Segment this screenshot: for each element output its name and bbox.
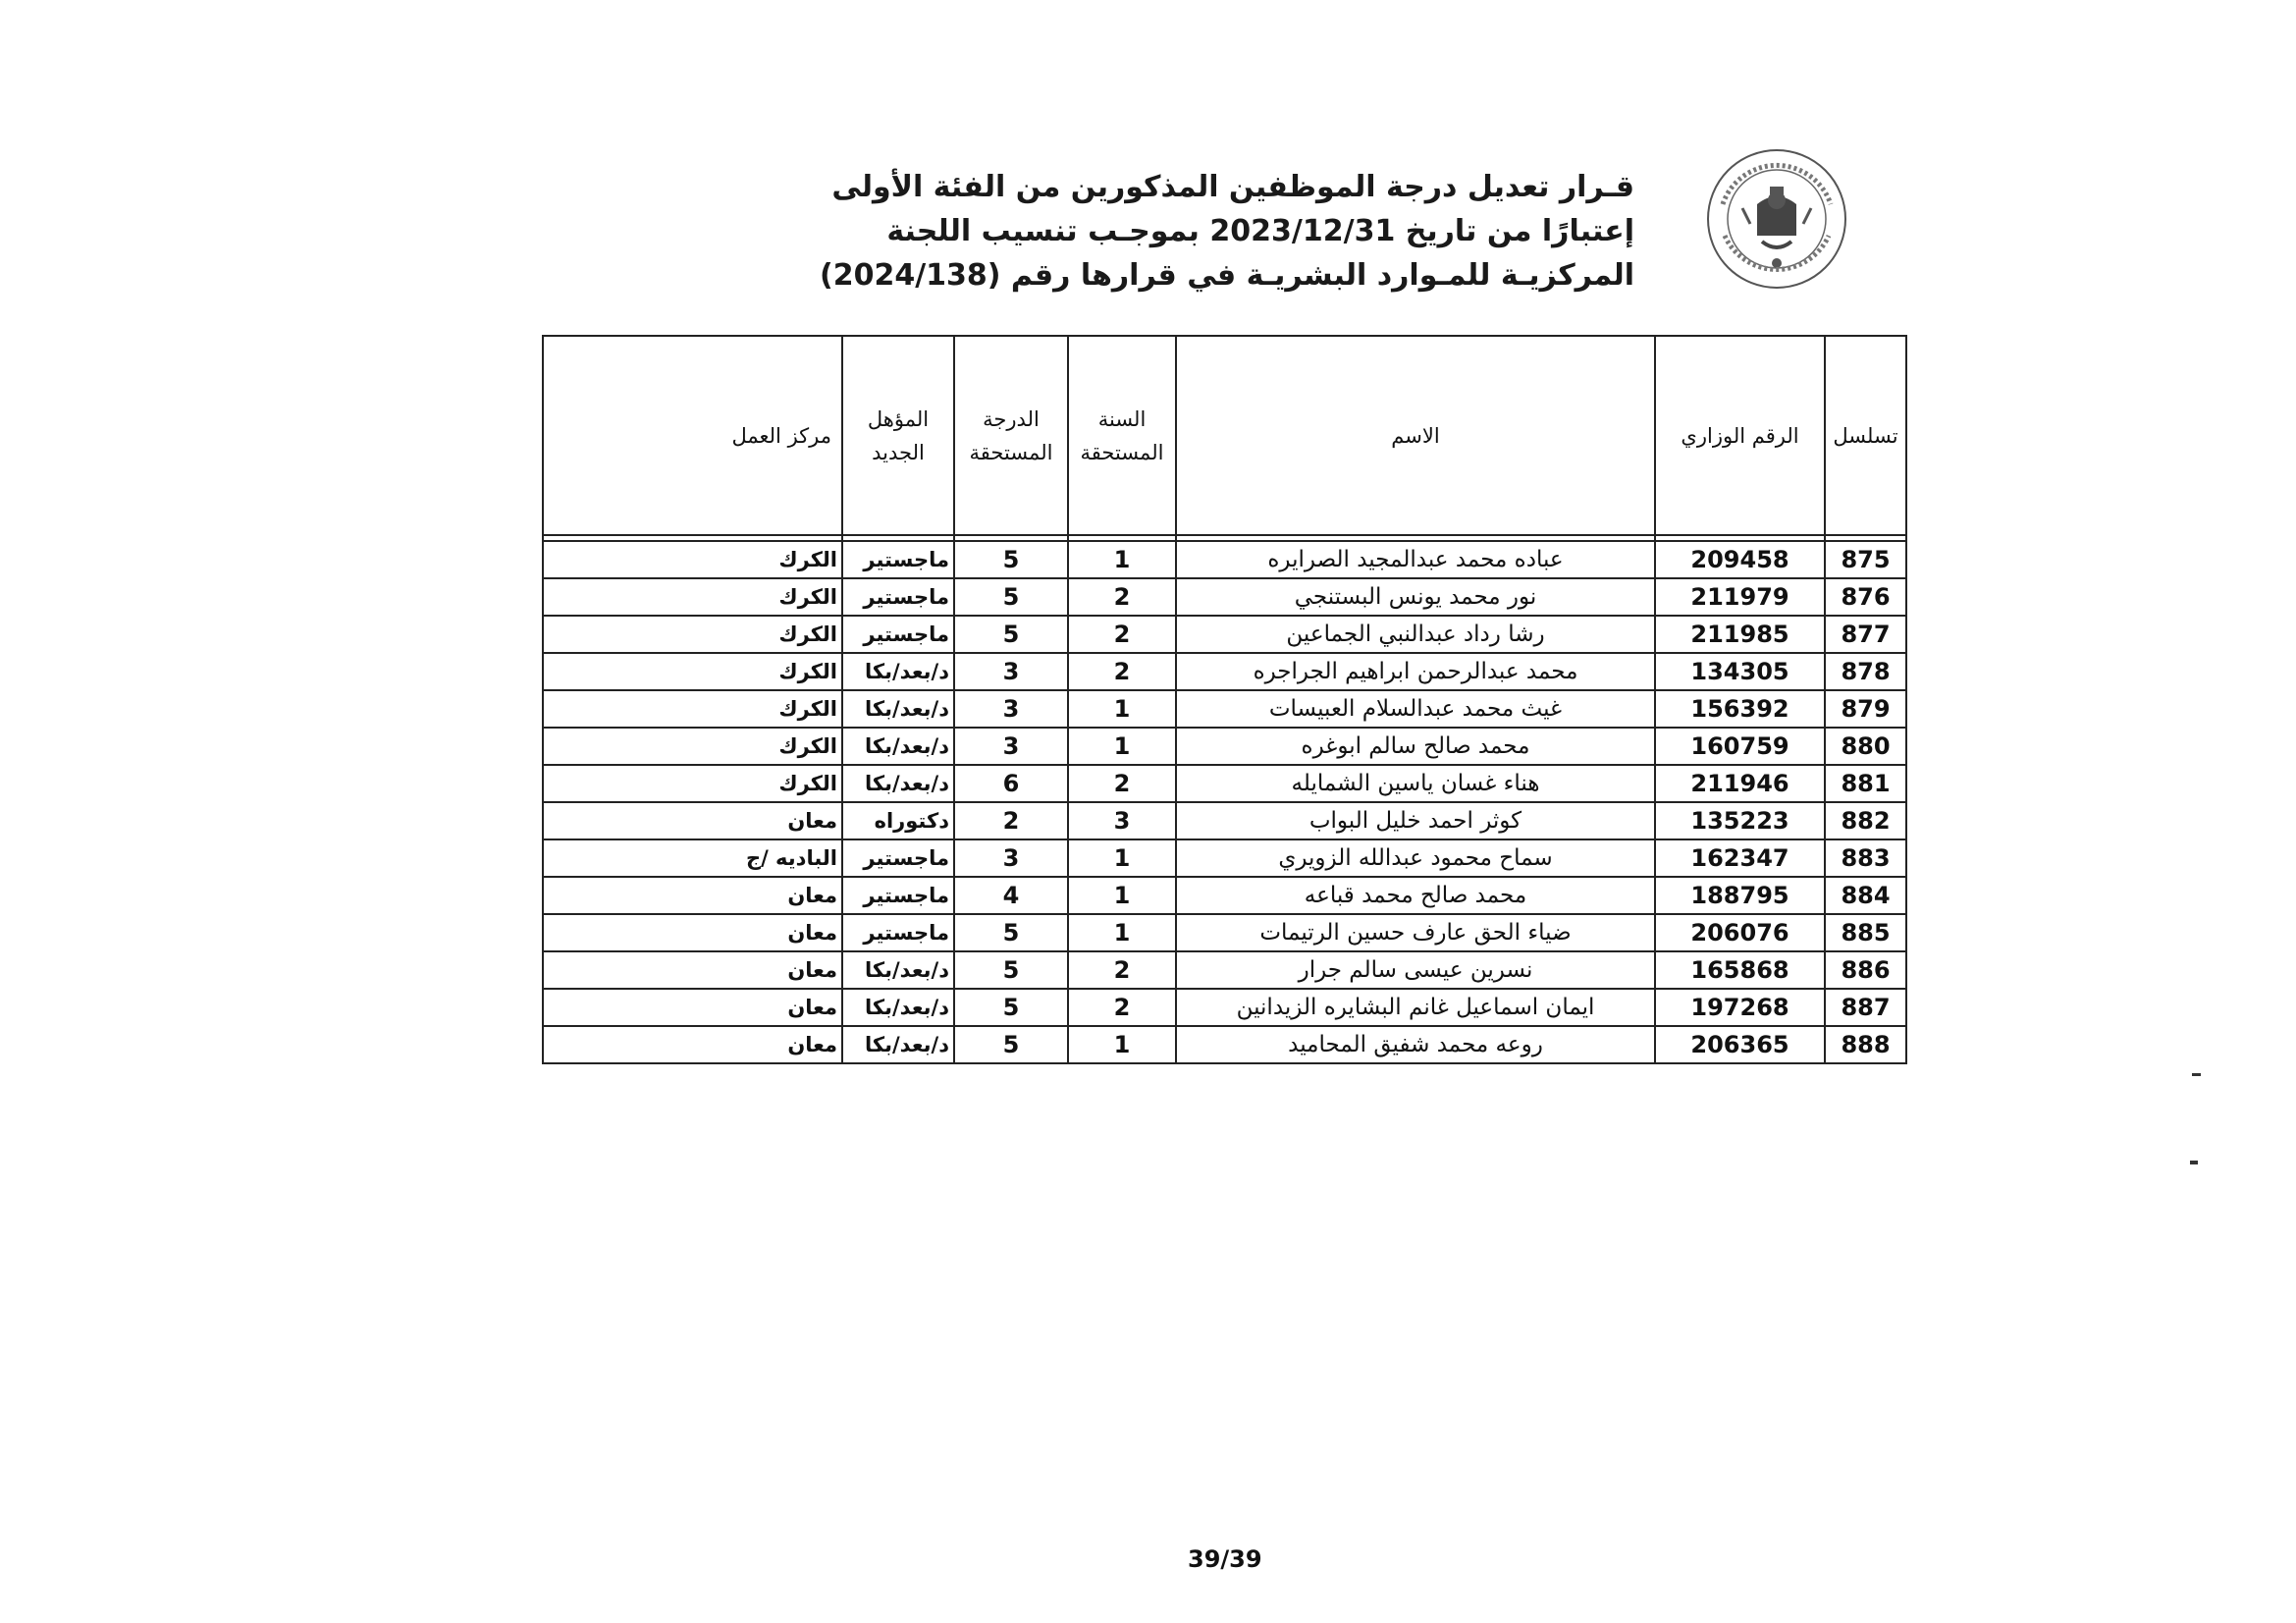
cell-serial: 875	[1825, 541, 1906, 578]
table-row	[543, 765, 1906, 802]
cell-ministry-number: 156392	[1655, 690, 1825, 728]
table-row	[543, 914, 1906, 951]
cell-ministry-number: 162347	[1655, 839, 1825, 877]
cell-work-center: معان	[543, 914, 842, 951]
cell-work-center: الكرك	[543, 690, 842, 728]
cell-qualification: د/بعد/بكا	[842, 653, 954, 690]
cell-year: 1	[1068, 877, 1176, 914]
header-work-center: مركز العمل	[543, 336, 842, 535]
header-ministry-number: الرقم الوزاري	[1655, 336, 1825, 535]
cell-qualification: د/بعد/بكا	[842, 690, 954, 728]
cell-serial: 884	[1825, 877, 1906, 914]
cell-grade: 5	[954, 914, 1068, 951]
cell-ministry-number: 134305	[1655, 653, 1825, 690]
cell-grade: 3	[954, 653, 1068, 690]
cell-ministry-number: 188795	[1655, 877, 1825, 914]
cell-grade: 5	[954, 578, 1068, 616]
cell-name: روعه محمد شفيق المحاميد	[1176, 1026, 1655, 1063]
table-row	[543, 728, 1906, 765]
cell-ministry-number: 165868	[1655, 951, 1825, 989]
cell-qualification: د/بعد/بكا	[842, 1026, 954, 1063]
cell-serial: 879	[1825, 690, 1906, 728]
cell-year: 2	[1068, 765, 1176, 802]
cell-ministry-number: 135223	[1655, 802, 1825, 839]
employees-table	[542, 335, 1907, 1064]
header-qualification	[842, 336, 954, 535]
title-line-1: قـرار تعديل درجة الموظفين المذكورين من الفئة الأولى	[831, 170, 1634, 204]
ministry-seal-logo	[1703, 145, 1850, 293]
title-line-2: إعتبارًا من تاريخ 2023/12/31 بموجـب تنسيب اللجنة	[886, 214, 1634, 248]
cell-serial: 882	[1825, 802, 1906, 839]
cell-work-center: الكرك	[543, 541, 842, 578]
table-row	[543, 690, 1906, 728]
cell-work-center: الباديه /ج	[543, 839, 842, 877]
cell-year: 1	[1068, 839, 1176, 877]
cell-ministry-number: 160759	[1655, 728, 1825, 765]
cell-grade: 5	[954, 989, 1068, 1026]
cell-year: 1	[1068, 914, 1176, 951]
cell-year: 1	[1068, 690, 1176, 728]
cell-ministry-number: 211985	[1655, 616, 1825, 653]
cell-qualification: د/بعد/بكا	[842, 951, 954, 989]
cell-work-center: معان	[543, 989, 842, 1026]
cell-year: 2	[1068, 616, 1176, 653]
table-row	[543, 839, 1906, 877]
cell-work-center: معان	[543, 951, 842, 989]
decision-title	[819, 165, 1634, 298]
cell-ministry-number: 206076	[1655, 914, 1825, 951]
cell-serial: 883	[1825, 839, 1906, 877]
header-serial: تسلسل	[1825, 336, 1906, 535]
cell-qualification: ماجستير	[842, 616, 954, 653]
cell-name: عباده محمد عبدالمجيد الصرايره	[1176, 541, 1655, 578]
cell-serial: 876	[1825, 578, 1906, 616]
scan-mark	[2192, 1073, 2201, 1076]
cell-grade: 3	[954, 839, 1068, 877]
cell-name: نور محمد يونس البستنجي	[1176, 578, 1655, 616]
cell-grade: 3	[954, 690, 1068, 728]
table-row	[543, 1026, 1906, 1063]
cell-grade: 3	[954, 728, 1068, 765]
cell-serial: 886	[1825, 951, 1906, 989]
cell-ministry-number: 211946	[1655, 765, 1825, 802]
cell-serial: 880	[1825, 728, 1906, 765]
cell-name: سماح محمود عبدالله الزويري	[1176, 839, 1655, 877]
cell-year: 1	[1068, 541, 1176, 578]
cell-grade: 2	[954, 802, 1068, 839]
cell-work-center: الكرك	[543, 616, 842, 653]
cell-qualification: ماجستير	[842, 914, 954, 951]
cell-qualification: ماجستير	[842, 578, 954, 616]
cell-grade: 5	[954, 1026, 1068, 1063]
cell-work-center: الكرك	[543, 728, 842, 765]
header-year	[1068, 336, 1176, 535]
header-qualification-line2: الجديد	[872, 440, 925, 464]
cell-grade: 5	[954, 951, 1068, 989]
page-number: 39/39	[1188, 1545, 1262, 1573]
scan-mark	[2190, 1161, 2198, 1164]
cell-ministry-number: 211979	[1655, 578, 1825, 616]
table-row	[543, 616, 1906, 653]
cell-year: 1	[1068, 1026, 1176, 1063]
cell-year: 1	[1068, 728, 1176, 765]
cell-name: محمد صالح سالم ابوغره	[1176, 728, 1655, 765]
cell-qualification: د/بعد/بكا	[842, 989, 954, 1026]
cell-year: 2	[1068, 653, 1176, 690]
cell-ministry-number: 197268	[1655, 989, 1825, 1026]
cell-qualification: ماجستير	[842, 877, 954, 914]
cell-name: ضياء الحق عارف حسين الرتيمات	[1176, 914, 1655, 951]
cell-serial: 878	[1825, 653, 1906, 690]
cell-ministry-number: 206365	[1655, 1026, 1825, 1063]
cell-work-center: معان	[543, 1026, 842, 1063]
cell-qualification: د/بعد/بكا	[842, 728, 954, 765]
cell-qualification: د/بعد/بكا	[842, 765, 954, 802]
cell-serial: 885	[1825, 914, 1906, 951]
cell-work-center: معان	[543, 802, 842, 839]
cell-year: 2	[1068, 989, 1176, 1026]
table-row	[543, 951, 1906, 989]
table-row	[543, 877, 1906, 914]
cell-name: نسرين عيسى سالم جرار	[1176, 951, 1655, 989]
header-grade-line1: الدرجة	[983, 406, 1040, 431]
cell-work-center: معان	[543, 877, 842, 914]
table-body	[543, 535, 1906, 1063]
cell-grade: 4	[954, 877, 1068, 914]
cell-work-center: الكرك	[543, 653, 842, 690]
table-row	[543, 989, 1906, 1026]
cell-work-center: الكرك	[543, 765, 842, 802]
header-grade-line2: المستحقة	[969, 440, 1053, 464]
cell-ministry-number: 209458	[1655, 541, 1825, 578]
cell-year: 2	[1068, 951, 1176, 989]
cell-grade: 5	[954, 616, 1068, 653]
cell-name: ايمان اسماعيل غانم البشايره الزيدانين	[1176, 989, 1655, 1026]
cell-serial: 877	[1825, 616, 1906, 653]
cell-name: محمد عبدالرحمن ابراهيم الجراجره	[1176, 653, 1655, 690]
cell-work-center: الكرك	[543, 578, 842, 616]
cell-qualification: دكتوراه	[842, 802, 954, 839]
cell-name: محمد صالح محمد قباعه	[1176, 877, 1655, 914]
cell-serial: 888	[1825, 1026, 1906, 1063]
cell-name: هناء غسان ياسين الشمايله	[1176, 765, 1655, 802]
header-qualification-line1: المؤهل	[867, 406, 930, 431]
header-year-line1: السنة	[1097, 406, 1147, 431]
table-row	[543, 802, 1906, 839]
cell-year: 2	[1068, 578, 1176, 616]
header-year-line2: المستحقة	[1080, 440, 1164, 464]
table-header-row	[543, 336, 1906, 535]
table-row	[543, 578, 1906, 616]
cell-name: كوثر احمد خليل البواب	[1176, 802, 1655, 839]
cell-grade: 5	[954, 541, 1068, 578]
header-name: الاسم	[1176, 336, 1655, 535]
cell-qualification: ماجستير	[842, 541, 954, 578]
cell-serial: 881	[1825, 765, 1906, 802]
title-line-3: المركزيـة للمـوارد البشريـة في قرارها رقم (2024/138)	[819, 258, 1634, 293]
cell-qualification: ماجستير	[842, 839, 954, 877]
cell-serial: 887	[1825, 989, 1906, 1026]
header-grade	[954, 336, 1068, 535]
table-row	[543, 653, 1906, 690]
cell-year: 3	[1068, 802, 1176, 839]
cell-name: غيث محمد عبدالسلام العبيسات	[1176, 690, 1655, 728]
cell-name: رشا رداد عبدالنبي الجماعين	[1176, 616, 1655, 653]
cell-grade: 6	[954, 765, 1068, 802]
table-row	[543, 541, 1906, 578]
